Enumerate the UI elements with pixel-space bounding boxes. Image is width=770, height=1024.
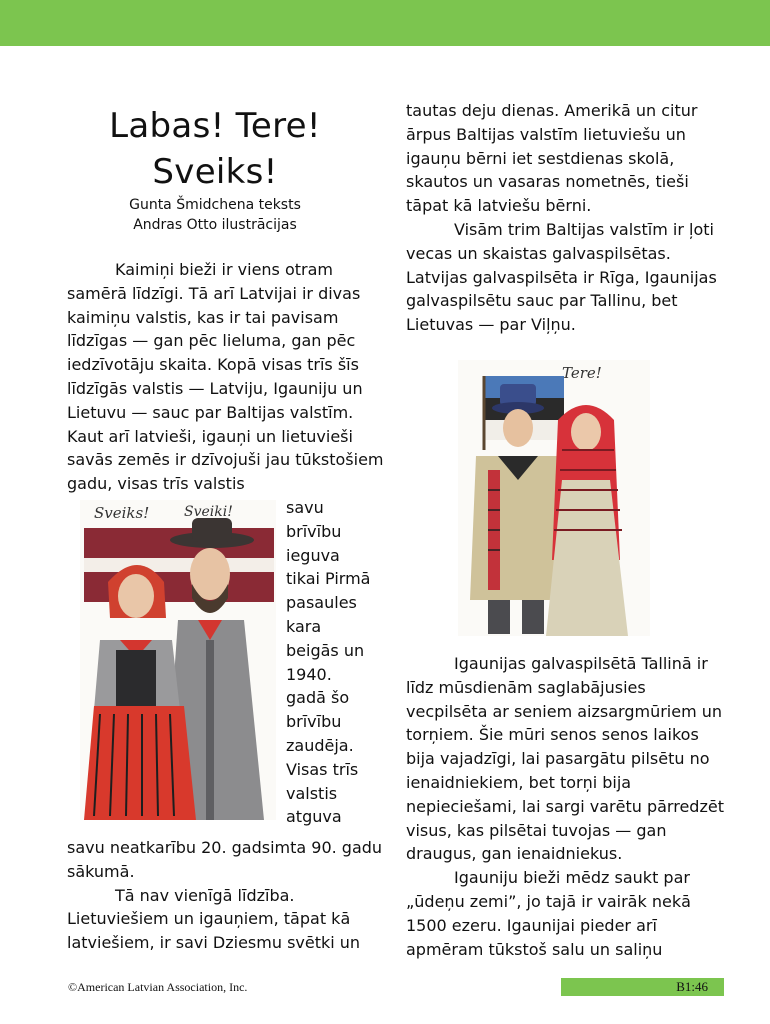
- narrow-line: zaudēja.: [286, 735, 354, 755]
- article-title-line-2: Sveiks!: [152, 152, 278, 192]
- sveiks-caption: Sveiks!: [94, 504, 150, 522]
- paragraph-lakes: Igauniju bieži mēdz saukt par „ūdeņu zemi”, jo tajā ir vairāk nekā 1500 ezeru. Igaunijai pieder arī apmēram tūkstoš salu un saliņu: [406, 868, 691, 959]
- narrow-line: kara: [286, 616, 322, 636]
- estonian-couple-illustration: [458, 360, 650, 636]
- copyright-notice: ©American Latvian Association, Inc.: [68, 980, 248, 994]
- narrow-line: gadā šo: [286, 688, 350, 708]
- right-column-bottom: [406, 652, 724, 961]
- illustrator-credit: Andras Otto ilustrācijas: [133, 217, 297, 233]
- narrow-line: beigās un: [286, 640, 365, 660]
- narrow-text-column: [286, 496, 381, 829]
- left-column-top: [67, 258, 385, 496]
- top-accent-bar: [0, 0, 770, 46]
- tere-caption: Tere!: [562, 364, 602, 382]
- author-credit: Gunta Šmidchena teksts: [129, 197, 301, 213]
- page-number: B1:46: [676, 979, 708, 994]
- narrow-line: ieguva: [286, 545, 340, 565]
- page-number-bar: [561, 978, 724, 996]
- paragraph-similarity: Tā nav vienīgā līdzība. Lietuviešiem un igauņiem, tāpat kā latviešiem, ir savi Dziesmu svētki un: [67, 885, 361, 953]
- latvian-couple-illustration: [80, 500, 276, 820]
- paragraph-tallinn: Igaunijas galvaspilsētā Tallinā ir līdz mūsdienām saglabājusies vecpilsēta ar seniem aizsargmūriem un torņiem. Šie mūri senos senos laikos bija vajadzīgi, lai pasargātu pilsētu no ienaidniekiem, bet torņi bija nepieciešami, lai sargi varētu pārredzēt visus, kas pilsētai tuvojas — gan draugus, gan ienaidniekus.: [406, 654, 724, 864]
- narrow-line: savu: [286, 498, 324, 517]
- paragraph-dances: tautas deju dienas. Amerikā un citur ārpus Baltijas valstīm lietuviešu un igauņu bērni iet sestdienas skolā, skautos un vasaras nometnēs, tieši tāpat kā latviešu bērni.: [406, 101, 698, 216]
- narrow-line: 1940.: [286, 664, 332, 684]
- left-column-bottom: [67, 836, 385, 955]
- paragraph-intro-end: savu neatkarību 20. gadsimta 90. gadu sākumā.: [67, 838, 383, 881]
- narrow-line: brīvību: [286, 521, 342, 541]
- narrow-line: tikai Pirmā: [286, 569, 371, 589]
- right-column-top: [406, 99, 724, 337]
- narrow-line: valstis: [286, 783, 338, 803]
- narrow-line: Visas trīs: [286, 759, 359, 779]
- article-title-line-1: Labas! Tere!: [109, 106, 321, 146]
- sveiki-caption: Sveiki!: [184, 504, 233, 520]
- narrow-line: brīvību: [286, 712, 342, 732]
- narrow-line: pasaules: [286, 593, 357, 613]
- paragraph-intro: Kaimiņi bieži ir viens otram samērā līdzīgi. Tā arī Latvijai ir divas kaimiņu valstis, kas ir tai pavisam līdzīgas — gan pēc lieluma, gan pēc iedzīvotāju skaita. Kopā visas trīs šīs līdzīgās valstis — Latviju, Igauniju un Lietuvu — sauc par Baltijas valstīm. Kaut arī latvieši, igauņi un lietuvieši savās zemēs ir dzīvojuši jau tūkstošiem gadu, visas trīs valstis: [67, 260, 384, 494]
- paragraph-capitals: Visām trim Baltijas valstīm ir ļoti vecas un skaistas galvaspilsētas. Latvijas galvaspilsēta ir Rīga, Igaunijas galvaspilsētu sauc par Tallinu, bet Lietuvas — par Viļņu.: [406, 219, 717, 335]
- narrow-line: atguva: [286, 807, 342, 827]
